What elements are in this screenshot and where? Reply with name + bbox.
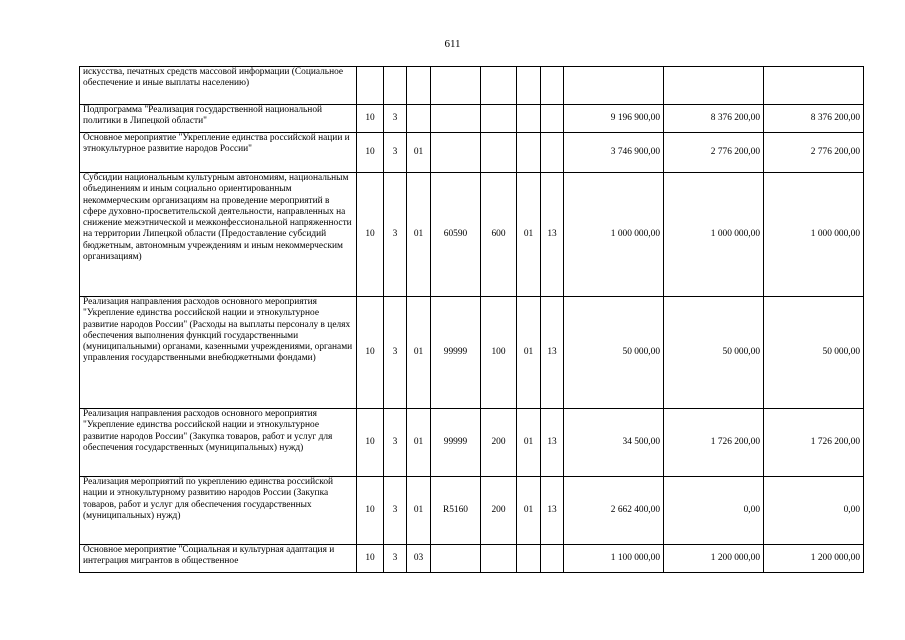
code-cell: 99999 <box>431 297 481 409</box>
row-name: Реализация мероприятий по укреплению единства российской нации и этнокультурному развитию народов России (Закупка товаров, работ и услуг для обеспечения государственных (муниципальных) нужд) <box>80 477 357 545</box>
table-row <box>80 133 864 173</box>
row-name: Реализация направления расходов основного мероприятия "Укрепление единства российской нации и этнокультурное развитие народов России" (Расходы на выплаты персоналу в целях обеспечения выполнения функций государственными (муниципальными) органами, казенными учреждениями, органами управления государственными внебюджетными фондами) <box>80 297 357 409</box>
code-cell: 13 <box>541 297 564 409</box>
amount-cell: 1 200 000,00 <box>764 545 864 573</box>
row-name: Основное мероприятие "Социальная и культурная адаптация и интеграция мигрантов в общественное <box>80 545 357 573</box>
code-cell: 13 <box>541 173 564 297</box>
amount-cell: 1 000 000,00 <box>764 173 864 297</box>
code-cell: 3 <box>384 297 407 409</box>
code-cell: 01 <box>517 173 541 297</box>
table-row <box>80 67 864 105</box>
code-cell <box>481 67 517 105</box>
code-cell: 10 <box>357 173 384 297</box>
code-cell: 10 <box>357 105 384 133</box>
code-cell: 3 <box>384 133 407 173</box>
code-cell: 10 <box>357 545 384 573</box>
code-cell: 01 <box>407 297 431 409</box>
code-cell: 03 <box>407 545 431 573</box>
amount-cell: 2 662 400,00 <box>564 477 664 545</box>
row-name: Основное мероприятие "Укрепление единства российской нации и этнокультурное развитие народов России" <box>80 133 357 173</box>
amount-cell: 2 776 200,00 <box>664 133 764 173</box>
amount-cell: 1 000 000,00 <box>564 173 664 297</box>
code-cell <box>541 545 564 573</box>
amount-cell <box>564 67 664 105</box>
code-cell: 01 <box>517 297 541 409</box>
code-cell <box>407 67 431 105</box>
code-cell: 10 <box>357 133 384 173</box>
code-cell: 01 <box>407 133 431 173</box>
code-cell: 10 <box>357 477 384 545</box>
code-cell <box>481 545 517 573</box>
table-row <box>80 105 864 133</box>
code-cell: 10 <box>357 409 384 477</box>
code-cell <box>517 67 541 105</box>
amount-cell: 1 726 200,00 <box>764 409 864 477</box>
amount-cell: 50 000,00 <box>564 297 664 409</box>
row-name: искусства, печатных средств массовой информации (Социальное обеспечение и иные выплаты населению) <box>80 67 357 105</box>
code-cell: 01 <box>517 477 541 545</box>
table-row <box>80 173 864 297</box>
code-cell: 3 <box>384 173 407 297</box>
row-name: Субсидии национальным культурным автономиям, национальным объединениям и иным социально ориентированным некоммерческим организациям на проведение мероприятий в сфере духовно-просветительской деятельности, направленных на снижение межэтнической и межконфессиональной напряженности на территории Липецкой области (Предоставление субсидий бюджетным, автономным учреждениям и иным некоммерческим организациям) <box>80 173 357 297</box>
amount-cell: 8 376 200,00 <box>764 105 864 133</box>
code-cell: 3 <box>384 409 407 477</box>
code-cell: R5160 <box>431 477 481 545</box>
code-cell <box>517 105 541 133</box>
code-cell: 01 <box>407 477 431 545</box>
code-cell <box>357 67 384 105</box>
code-cell <box>407 105 431 133</box>
code-cell: 13 <box>541 409 564 477</box>
code-cell: 60590 <box>431 173 481 297</box>
amount-cell: 50 000,00 <box>764 297 864 409</box>
code-cell <box>481 133 517 173</box>
code-cell <box>517 545 541 573</box>
code-cell <box>431 545 481 573</box>
code-cell <box>481 105 517 133</box>
budget-table <box>79 66 864 573</box>
code-cell <box>541 67 564 105</box>
amount-cell: 8 376 200,00 <box>664 105 764 133</box>
code-cell: 10 <box>357 297 384 409</box>
code-cell <box>384 67 407 105</box>
amount-cell: 1 000 000,00 <box>664 173 764 297</box>
code-cell <box>541 133 564 173</box>
code-cell: 01 <box>407 173 431 297</box>
code-cell: 100 <box>481 297 517 409</box>
amount-cell: 2 776 200,00 <box>764 133 864 173</box>
page-number: 611 <box>444 38 461 50</box>
code-cell <box>517 133 541 173</box>
code-cell: 3 <box>384 477 407 545</box>
code-cell: 200 <box>481 477 517 545</box>
code-cell: 200 <box>481 409 517 477</box>
code-cell: 600 <box>481 173 517 297</box>
row-name: Реализация направления расходов основного мероприятия "Укрепление единства российской нации и этнокультурное развитие народов России" (Закупка товаров, работ и услуг для обеспечения государственных (муниципальных) нужд) <box>80 409 357 477</box>
amount-cell <box>664 67 764 105</box>
amount-cell: 9 196 900,00 <box>564 105 664 133</box>
code-cell <box>541 105 564 133</box>
amount-cell: 34 500,00 <box>564 409 664 477</box>
table-row <box>80 477 864 545</box>
amount-cell: 50 000,00 <box>664 297 764 409</box>
code-cell <box>431 67 481 105</box>
amount-cell: 3 746 900,00 <box>564 133 664 173</box>
code-cell: 01 <box>517 409 541 477</box>
code-cell: 01 <box>407 409 431 477</box>
code-cell: 99999 <box>431 409 481 477</box>
table-row <box>80 545 864 573</box>
amount-cell: 1 726 200,00 <box>664 409 764 477</box>
table-row <box>80 297 864 409</box>
amount-cell: 0,00 <box>764 477 864 545</box>
code-cell: 3 <box>384 105 407 133</box>
amount-cell: 0,00 <box>664 477 764 545</box>
code-cell <box>431 105 481 133</box>
amount-cell <box>764 67 864 105</box>
row-name: Подпрограмма "Реализация государственной национальной политики в Липецкой области" <box>80 105 357 133</box>
code-cell <box>431 133 481 173</box>
amount-cell: 1 200 000,00 <box>664 545 764 573</box>
amount-cell: 1 100 000,00 <box>564 545 664 573</box>
code-cell: 13 <box>541 477 564 545</box>
table-row <box>80 409 864 477</box>
code-cell: 3 <box>384 545 407 573</box>
